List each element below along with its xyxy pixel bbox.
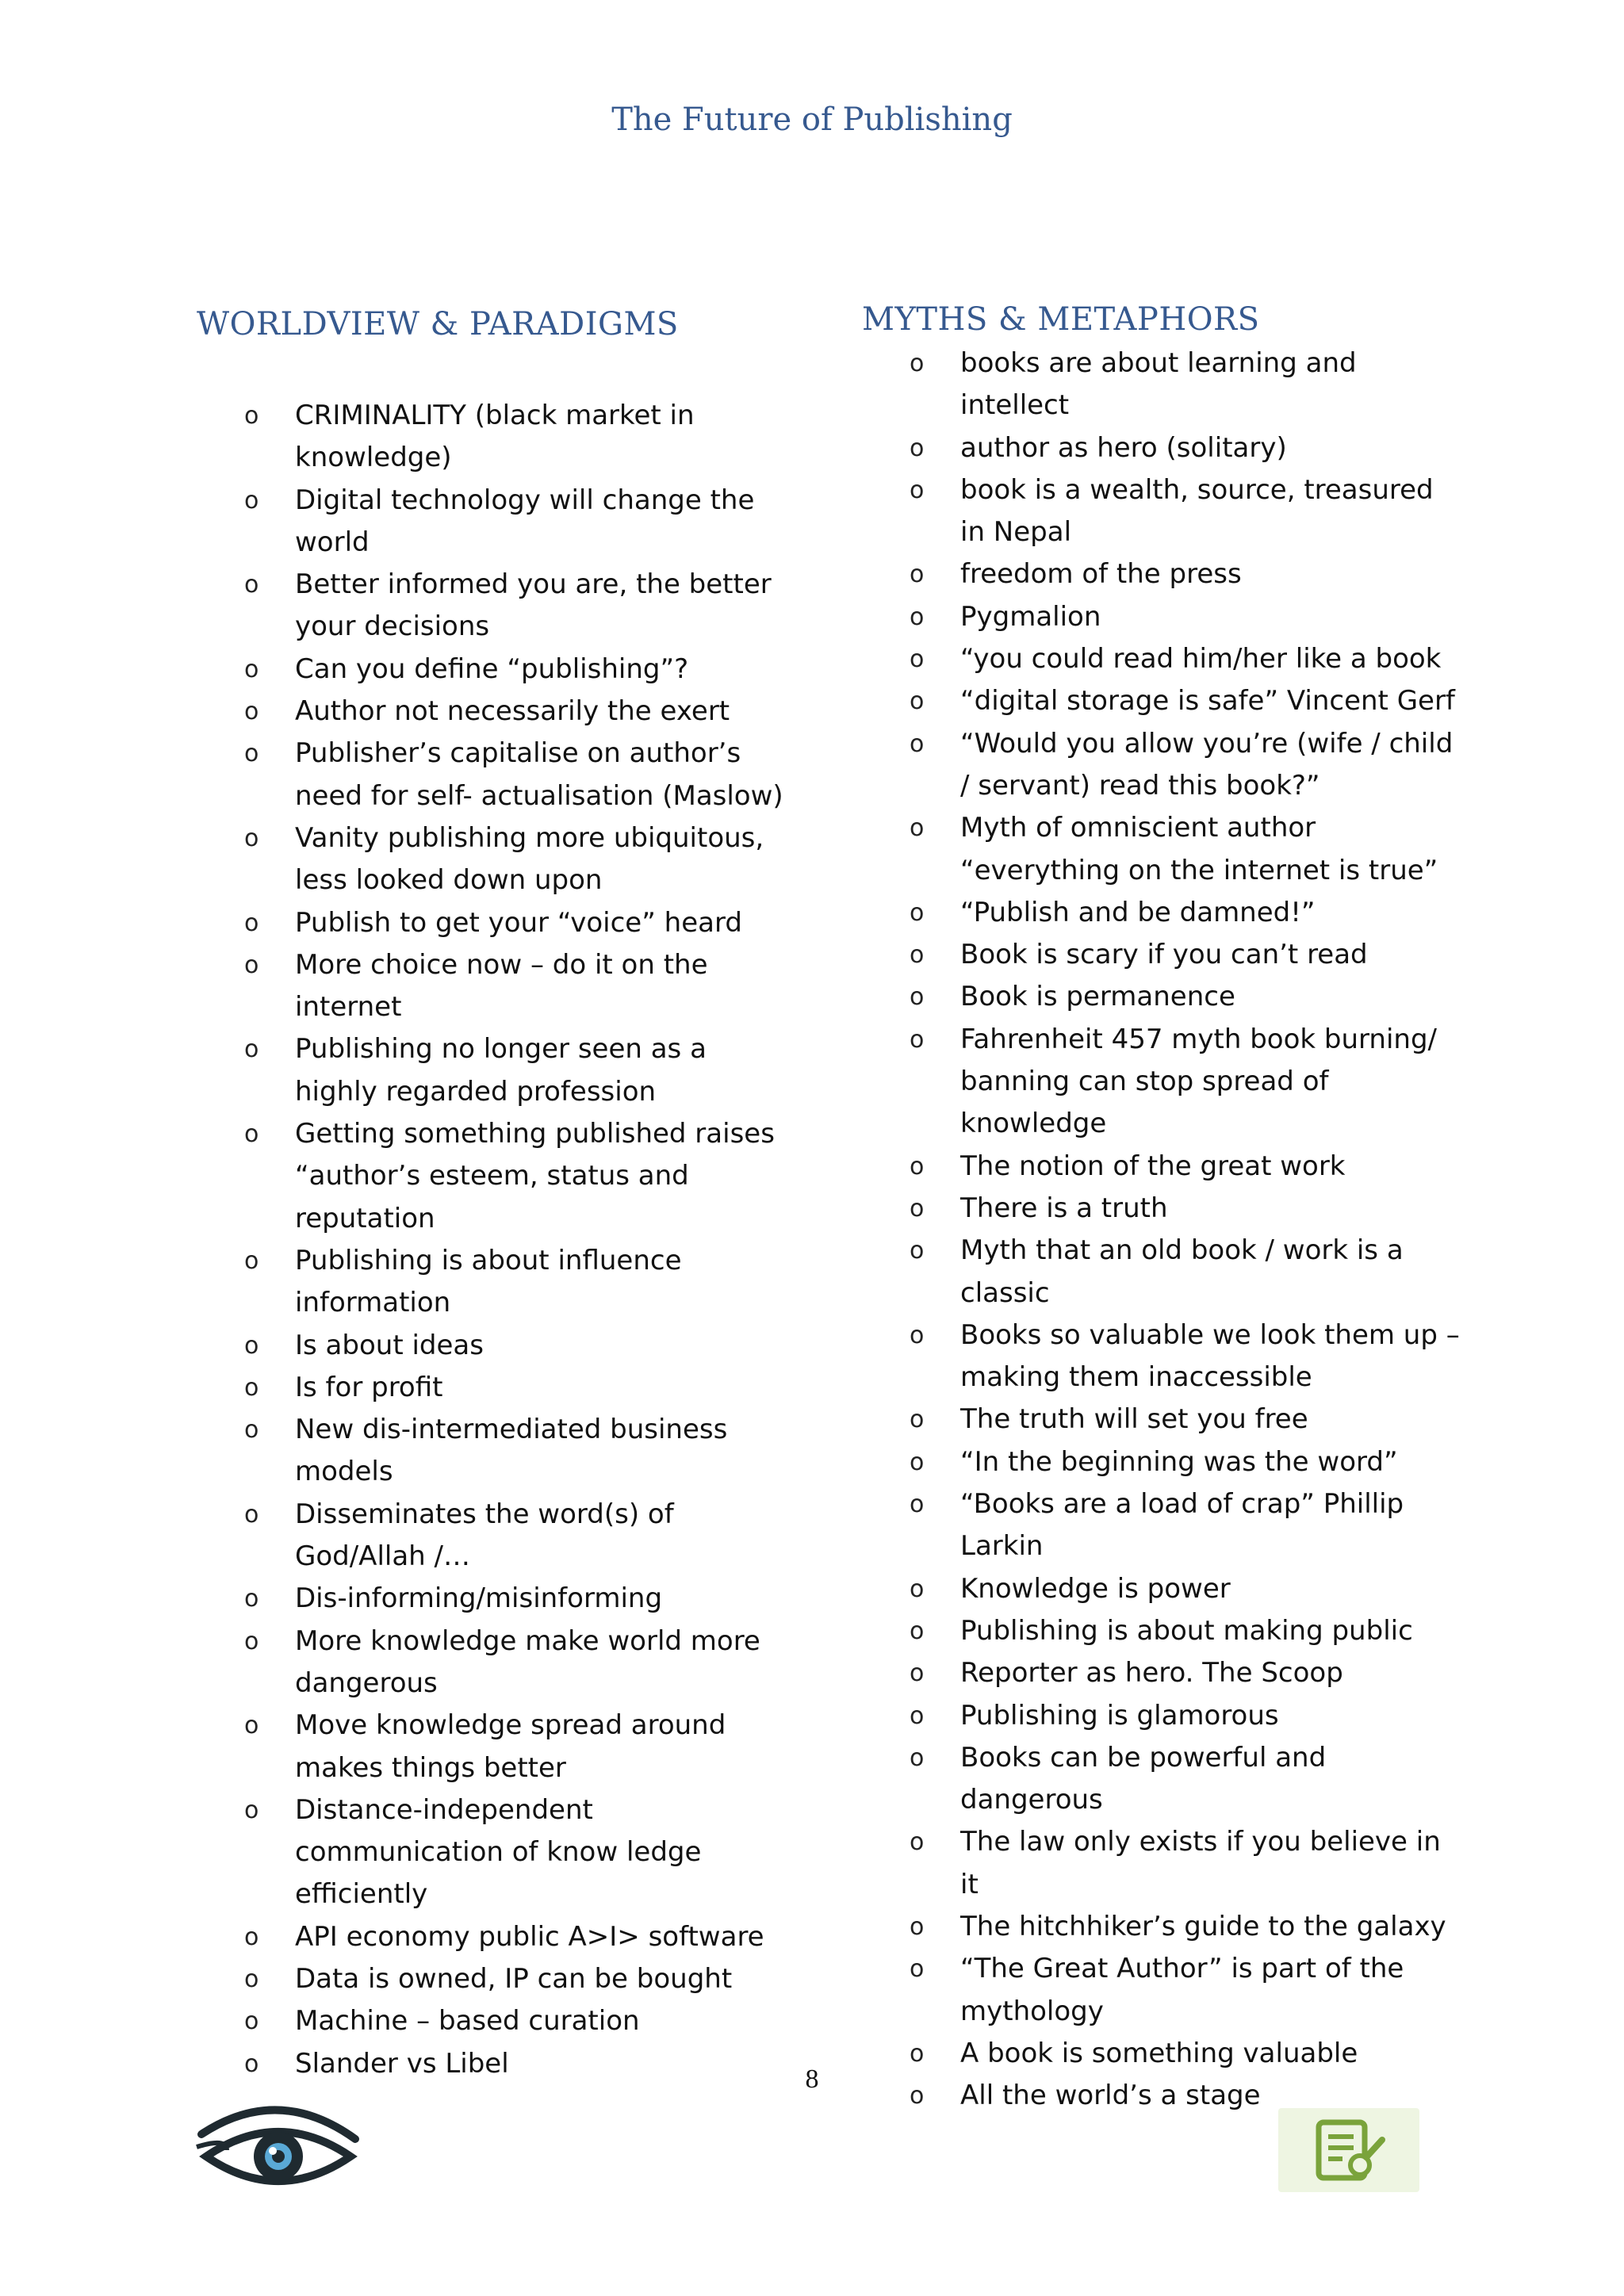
list-item [197,1789,783,1916]
bullet-circle-icon: o [910,941,925,970]
bullet-circle-icon: o [910,1575,925,1603]
list-item [197,1705,783,1789]
list-item-text: Reporter as hero. The Scoop [960,1657,1343,1689]
list-item-text: Publishing is about making public [960,1614,1413,1647]
list-item-text: Myth of omniscient author “everything on the internet is true” [960,812,1438,886]
list-item-text: Data is owned, IP can be bought [295,1962,733,1995]
bullet-circle-icon: o [244,1712,259,1740]
list-item-text: The truth will set you free [960,1403,1308,1436]
list-item-text: More choice now – do it on the internet [295,948,708,1024]
list-item-text: Publishing is glamorous [960,1699,1279,1732]
list-item-text: “digital storage is safe” Vincent Gerf [960,685,1455,718]
bullet-circle-icon: o [244,909,259,937]
list-item-text: “Would you allow you’re (wife / child / servant) read this book?” [960,727,1454,802]
bullet-circle-icon: o [244,1331,259,1360]
list-item [197,1325,783,1367]
bullet-circle-icon: o [244,402,259,430]
bullet-circle-icon: o [244,1246,259,1275]
bullet-circle-icon: o [244,2049,259,2078]
bullet-circle-icon: o [910,1828,925,1857]
bullet-circle-icon: o [910,729,925,758]
list-item [862,1188,1465,1230]
list-item [197,395,783,480]
list-item [197,1621,783,1705]
bullet-circle-icon: o [244,951,259,979]
list-item [862,553,1465,595]
list-item [862,1314,1465,1399]
list-item [862,1821,1465,1906]
list-item [862,1483,1465,1568]
list-item-text: Machine – based curation [295,2005,640,2038]
list-item-text: Is about ideas [295,1329,484,1361]
list-item [862,1568,1465,1610]
list-item-text: Distance-independent communication of know ledge efficiently [295,1793,702,1911]
list-item-text: Publish to get your “voice” heard [295,906,742,939]
bullet-circle-icon: o [910,1321,925,1349]
bullet-circle-icon: o [910,561,925,589]
list-item [197,817,783,902]
myths-list [862,342,1465,2117]
list-item-text: author as hero (solitary) [960,431,1287,464]
list-item-text: Digital technology will change the world [295,484,755,558]
bullet-circle-icon: o [910,1406,925,1434]
list-item [197,1028,783,1113]
list-item-text: Vanity publishing more ubiquitous, less looked down upon [295,821,764,897]
page-header-title: The Future of Publishing [611,101,1013,138]
bullet-circle-icon: o [244,571,259,599]
list-item-text: Author not necessarily the exert [295,695,730,728]
list-item [862,638,1465,680]
bullet-circle-icon: o [244,2007,259,2036]
list-item-text: More knowledge make world more dangerous [295,1624,760,1699]
bullet-circle-icon: o [910,1701,925,1730]
list-item [197,1409,783,1494]
page-number: 8 [805,2064,819,2094]
list-item-text: “Books are a load of crap” Phillip Larkin [960,1488,1404,1563]
list-item [862,892,1465,934]
list-item-text: Publisher’s capitalise on author’s need for self- actualisation (Maslow) [295,737,783,812]
list-item [862,1146,1465,1188]
bullet-circle-icon: o [910,1659,925,1688]
list-item-text: Move knowledge spread around makes things better [295,1709,726,1784]
list-item-text: Can you define “publishing”? [295,652,689,685]
list-item [862,680,1465,722]
list-item [197,733,783,817]
bullet-circle-icon: o [244,1627,259,1655]
list-item-text: Dis-informing/misinforming [295,1582,663,1615]
list-item [862,596,1465,638]
bullet-circle-icon: o [910,1025,925,1054]
list-item-text: The notion of the great work [960,1150,1346,1182]
list-item-text: Books can be powerful and dangerous [960,1741,1327,1816]
list-item-text: “Publish and be damned!” [960,896,1316,928]
bullet-circle-icon: o [910,434,925,462]
bullet-circle-icon: o [244,824,259,852]
document-edit-icon [1278,2108,1419,2192]
list-item [197,944,783,1029]
bullet-circle-icon: o [910,1448,925,1476]
list-item [197,1916,783,1958]
bullet-circle-icon: o [910,1912,925,1941]
list-item [197,691,783,733]
list-item-text: books are about learning and intellect [960,347,1357,422]
bullet-circle-icon: o [244,1120,259,1149]
list-item [862,934,1465,976]
list-item [197,1367,783,1409]
list-item [197,649,783,691]
bullet-circle-icon: o [244,740,259,768]
list-item-text: All the world’s a stage [960,2080,1261,2112]
list-item-text: Book is scary if you can’t read [960,939,1368,971]
list-item-text: Book is permanence [960,981,1235,1013]
bullet-circle-icon: o [910,2039,925,2068]
list-item-text: A book is something valuable [960,2037,1358,2069]
list-item-text: Publishing is about influence information [295,1244,682,1319]
bullet-circle-icon: o [910,1237,925,1265]
eye-icon [195,2101,362,2202]
list-item [197,480,783,564]
bullet-circle-icon: o [244,1923,259,1951]
list-item [862,1019,1465,1146]
myths-heading: MYTHS & METAPHORS [862,301,1260,338]
bullet-circle-icon: o [244,486,259,515]
list-item [862,723,1465,808]
bullet-circle-icon: o [244,1416,259,1445]
list-item [862,427,1465,469]
worldview-column [197,306,783,2085]
bullet-circle-icon: o [244,1500,259,1529]
bullet-circle-icon: o [910,476,925,504]
bullet-circle-icon: o [910,2082,925,2110]
list-item [862,1610,1465,1652]
list-item [862,1441,1465,1483]
list-item [197,1494,783,1578]
list-item [862,1695,1465,1737]
list-item-text: “you could read him/her like a book [960,643,1442,675]
list-item-text: “The Great Author” is part of the mythology [960,1953,1404,2027]
list-item-text: The law only exists if you believe in it [960,1826,1441,1900]
list-item-text: book is a wealth, source, treasured in Nepal [960,473,1434,549]
list-item-text: Myth that an old book / work is a classic [960,1234,1404,1309]
list-item [197,1113,783,1240]
bullet-circle-icon: o [910,1617,925,1645]
list-item-text: Books so valuable we look them up – making them inaccessible [960,1318,1460,1394]
bullet-circle-icon: o [910,687,925,716]
bullet-circle-icon: o [244,1373,259,1402]
bullet-circle-icon: o [910,1955,925,1984]
list-item-text: There is a truth [960,1192,1168,1224]
list-item-text: Pygmalion [960,600,1101,633]
list-item [862,1737,1465,1822]
list-item-text: Fahrenheit 457 myth book burning/ banning can stop spread of knowledge [960,1023,1437,1140]
list-item [862,342,1465,427]
list-item-text: CRIMINALITY (black market in knowledge) [295,400,695,474]
list-item-text: “In the beginning was the word” [960,1445,1398,1478]
list-item-text: Publishing no longer seen as a highly regarded profession [295,1033,707,1108]
list-item [862,1906,1465,1948]
list-item-text: Better informed you are, the better your decisions [295,568,772,643]
list-item [862,1399,1465,1441]
worldview-list [197,395,783,2085]
bullet-circle-icon: o [244,1796,259,1824]
list-item-text: New dis-intermediated business models [295,1414,728,1488]
list-item-text: Knowledge is power [960,1572,1231,1605]
bullet-circle-icon: o [910,814,925,843]
bullet-circle-icon: o [910,1743,925,1772]
bullet-circle-icon: o [244,655,259,683]
bullet-circle-icon: o [244,1585,259,1613]
list-item-text: freedom of the press [960,558,1242,591]
list-item [197,564,783,649]
list-item [862,1948,1465,2033]
list-item-text: Disseminates the word(s) of God/Allah /… [295,1498,674,1573]
bullet-circle-icon: o [910,898,925,927]
list-item [862,976,1465,1018]
bullet-circle-icon: o [910,1152,925,1181]
bullet-circle-icon: o [910,1490,925,1519]
list-item-text: Slander vs Libel [295,2047,509,2080]
list-item [197,1578,783,1620]
list-item [197,1958,783,2000]
bullet-circle-icon: o [910,603,925,631]
list-item [862,1230,1465,1314]
list-item [862,469,1465,554]
list-item-text: Getting something published raises “author’s esteem, status and reputation [295,1118,775,1234]
bullet-circle-icon: o [910,350,925,377]
bullet-circle-icon: o [910,1194,925,1223]
worldview-heading: WORLDVIEW & PARADIGMS [197,306,679,342]
list-item [862,1652,1465,1694]
list-item-text: Is for profit [295,1371,443,1403]
list-item [197,2000,783,2042]
list-item [862,807,1465,892]
myths-column [862,301,1465,2117]
bullet-circle-icon: o [910,645,925,674]
list-item-text: The hitchhiker’s guide to the galaxy [960,1910,1446,1942]
list-item-text: API economy public A>I> software [295,1920,764,1953]
list-item [197,902,783,944]
bullet-circle-icon: o [244,1035,259,1064]
list-item [197,1240,783,1325]
bullet-circle-icon: o [244,1965,259,1993]
bullet-circle-icon: o [244,698,259,726]
bullet-circle-icon: o [910,983,925,1012]
